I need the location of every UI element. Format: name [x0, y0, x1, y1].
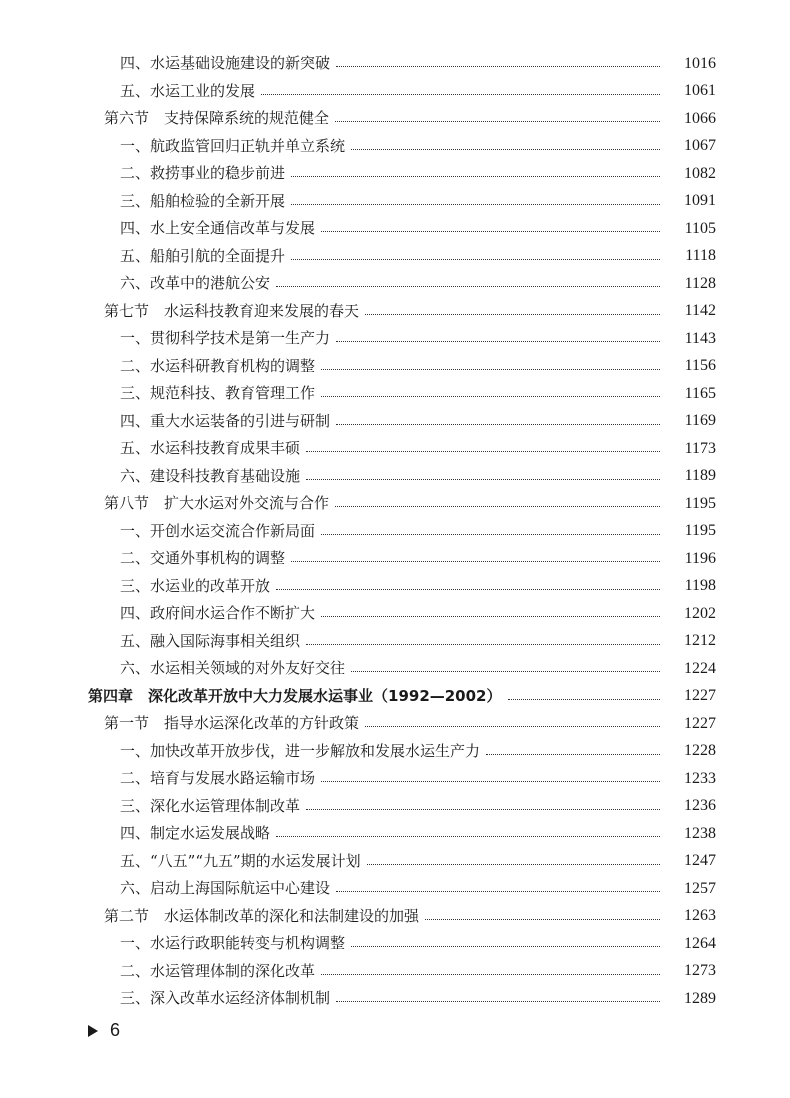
toc-page-number: 1227 — [684, 687, 716, 705]
table-of-contents — [0, 50, 790, 1013]
toc-item-row[interactable] — [0, 353, 790, 381]
toc-entry-title: 六、建设科技教育基础设施 — [120, 466, 301, 485]
toc-page-number: 1118 — [685, 247, 716, 265]
toc-page-number: 1273 — [684, 962, 716, 980]
toc-page-number: 1142 — [684, 302, 716, 320]
dot-leader — [321, 396, 660, 397]
dot-leader — [321, 974, 660, 975]
toc-entry-title: 二、水运管理体制的深化改革 — [120, 961, 316, 980]
toc-section-row[interactable] — [0, 298, 790, 326]
toc-section-row[interactable] — [0, 105, 790, 133]
toc-entry-title: 一、水运行政职能转变与机构调整 — [120, 934, 346, 953]
toc-page-number: 1195 — [684, 494, 716, 512]
dot-leader — [351, 946, 660, 947]
toc-item-row[interactable] — [0, 50, 790, 78]
toc-page-number: 1066 — [684, 109, 716, 127]
page-number: 6 — [110, 1020, 121, 1040]
toc-item-row[interactable] — [0, 243, 790, 271]
toc-page-number: 1169 — [684, 412, 716, 430]
dot-leader — [291, 204, 660, 205]
toc-page-number: 1233 — [684, 769, 716, 787]
triangle-marker-icon — [88, 1025, 98, 1037]
toc-item-row[interactable] — [0, 600, 790, 628]
toc-entry-title: 四、水运基础设施建设的新突破 — [120, 54, 331, 73]
page-footer — [88, 1020, 120, 1041]
toc-entry-title: 第二节 水运体制改革的深化和法制建设的加强 — [104, 906, 420, 925]
toc-item-row[interactable] — [0, 793, 790, 821]
toc-item-row[interactable] — [0, 545, 790, 573]
toc-item-row[interactable] — [0, 78, 790, 106]
toc-item-row[interactable] — [0, 435, 790, 463]
toc-entry-title: 一、贯彻科学技术是第一生产力 — [120, 329, 331, 348]
toc-entry-title: 三、船舶检验的全新开展 — [120, 191, 286, 210]
toc-item-row[interactable] — [0, 160, 790, 188]
toc-section-row[interactable] — [0, 490, 790, 518]
dot-leader — [291, 176, 660, 177]
toc-page-number: 1198 — [684, 577, 716, 595]
toc-page-number: 1195 — [684, 522, 716, 540]
toc-page-number: 1212 — [684, 632, 716, 650]
toc-page-number: 1061 — [684, 82, 716, 100]
toc-entry-title: 二、水运科研教育机构的调整 — [120, 356, 316, 375]
toc-page-number: 1236 — [684, 797, 716, 815]
toc-page-number: 1289 — [684, 989, 716, 1007]
toc-section-row[interactable] — [0, 710, 790, 738]
toc-entry-title: 一、航政监管回归正轨并单立系统 — [120, 136, 346, 155]
toc-page-number: 1224 — [684, 659, 716, 677]
toc-page-number: 1016 — [684, 54, 716, 72]
dot-leader — [336, 891, 660, 892]
toc-entry-title: 四、制定水运发展战略 — [120, 824, 271, 843]
toc-page-number: 1165 — [684, 384, 716, 402]
dot-leader — [336, 424, 660, 425]
dot-leader — [306, 451, 660, 452]
dot-leader — [351, 149, 660, 150]
toc-entry-title: 第一节 指导水运深化改革的方针政策 — [104, 714, 360, 733]
dot-leader — [321, 781, 660, 782]
toc-entry-title: 第七节 水运科技教育迎来发展的春天 — [104, 301, 360, 320]
toc-entry-title: 六、水运相关领域的对外友好交往 — [120, 659, 346, 678]
toc-entry-title: 五、融入国际海事相关组织 — [120, 631, 301, 650]
dot-leader — [367, 864, 660, 865]
toc-item-row[interactable] — [0, 463, 790, 491]
toc-page-number: 1105 — [684, 219, 716, 237]
toc-page-number: 1082 — [684, 164, 716, 182]
dot-leader — [486, 754, 660, 755]
dot-leader — [336, 1001, 660, 1002]
dot-leader — [306, 644, 660, 645]
dot-leader — [291, 259, 660, 260]
toc-entry-title: 六、改革中的港航公安 — [120, 274, 271, 293]
toc-page-number: 1263 — [684, 907, 716, 925]
dot-leader — [321, 616, 660, 617]
toc-item-row[interactable] — [0, 738, 790, 766]
toc-item-row[interactable] — [0, 573, 790, 601]
toc-item-row[interactable] — [0, 380, 790, 408]
dot-leader — [276, 836, 660, 837]
toc-item-row[interactable] — [0, 985, 790, 1013]
toc-page-number: 1156 — [684, 357, 716, 375]
toc-entry-title: 五、船舶引航的全面提升 — [120, 246, 286, 265]
toc-item-row[interactable] — [0, 325, 790, 353]
toc-page-number: 1189 — [684, 467, 716, 485]
dot-leader — [336, 66, 660, 67]
dot-leader — [291, 561, 660, 562]
toc-item-row[interactable] — [0, 133, 790, 161]
toc-page-number: 1067 — [684, 137, 716, 155]
toc-entry-title: 二、交通外事机构的调整 — [120, 549, 286, 568]
toc-page-number: 1228 — [684, 742, 716, 760]
toc-item-row[interactable] — [0, 408, 790, 436]
dot-leader — [306, 479, 660, 480]
toc-page-number: 1091 — [684, 192, 716, 210]
toc-entry-title: 二、救捞事业的稳步前进 — [120, 164, 286, 183]
toc-chapter-row[interactable] — [0, 683, 790, 711]
toc-entry-title: 四、政府间水运合作不断扩大 — [120, 604, 316, 623]
toc-page-number: 1143 — [684, 329, 716, 347]
toc-entry-title: 四、重大水运装备的引进与研制 — [120, 411, 331, 430]
toc-entry-title: 一、加快改革开放步伐，进一步解放和发展水运生产力 — [120, 741, 481, 760]
toc-item-row[interactable] — [0, 188, 790, 216]
toc-page-number: 1238 — [684, 824, 716, 842]
toc-page-number: 1247 — [684, 852, 716, 870]
dot-leader — [351, 671, 660, 672]
dot-leader — [508, 699, 661, 700]
dot-leader — [335, 506, 660, 507]
dot-leader — [276, 589, 660, 590]
toc-page-number: 1128 — [684, 274, 716, 292]
toc-item-row[interactable] — [0, 848, 790, 876]
dot-leader — [321, 534, 660, 535]
toc-entry-title: 一、开创水运交流合作新局面 — [120, 521, 316, 540]
dot-leader — [365, 726, 660, 727]
dot-leader — [261, 94, 660, 95]
toc-page-number: 1173 — [684, 439, 716, 457]
toc-page-number: 1257 — [684, 879, 716, 897]
toc-item-row[interactable] — [0, 215, 790, 243]
toc-entry-title: 三、规范科技、教育管理工作 — [120, 384, 316, 403]
toc-entry-title: 三、水运业的改革开放 — [120, 576, 271, 595]
toc-entry-title: 三、深入改革水运经济体制机制 — [120, 989, 331, 1008]
toc-item-row[interactable] — [0, 930, 790, 958]
toc-page-number: 1227 — [684, 714, 716, 732]
toc-section-row[interactable] — [0, 903, 790, 931]
dot-leader — [336, 341, 660, 342]
toc-item-row[interactable] — [0, 820, 790, 848]
toc-item-row[interactable] — [0, 518, 790, 546]
toc-item-row[interactable] — [0, 765, 790, 793]
toc-entry-title: 五、水运科技教育成果丰硕 — [120, 439, 301, 458]
toc-item-row[interactable] — [0, 655, 790, 683]
toc-entry-title: 第六节 支持保障系统的规范健全 — [104, 109, 330, 128]
toc-entry-title: 第四章 深化改革开放中大力发展水运事业（1992—2002） — [88, 686, 502, 705]
toc-item-row[interactable] — [0, 875, 790, 903]
toc-item-row[interactable] — [0, 958, 790, 986]
toc-page-number: 1196 — [684, 549, 716, 567]
dot-leader — [321, 369, 660, 370]
dot-leader — [425, 919, 660, 920]
toc-entry-title: 五、水运工业的发展 — [120, 81, 256, 100]
toc-entry-title: 三、深化水运管理体制改革 — [120, 796, 301, 815]
toc-entry-title: 六、启动上海国际航运中心建设 — [120, 879, 331, 898]
toc-entry-title: 四、水上安全通信改革与发展 — [120, 219, 316, 238]
toc-page-number: 1202 — [684, 604, 716, 622]
dot-leader — [335, 121, 660, 122]
toc-entry-title: 第八节 扩大水运对外交流与合作 — [104, 494, 330, 513]
dot-leader — [306, 809, 660, 810]
toc-page-number: 1264 — [684, 934, 716, 952]
toc-item-row[interactable] — [0, 270, 790, 298]
toc-item-row[interactable] — [0, 628, 790, 656]
dot-leader — [276, 286, 660, 287]
dot-leader — [321, 231, 660, 232]
dot-leader — [365, 314, 660, 315]
toc-entry-title: 二、培育与发展水路运输市场 — [120, 769, 316, 788]
toc-entry-title: 五、“八五”“九五”期的水运发展计划 — [120, 851, 361, 870]
